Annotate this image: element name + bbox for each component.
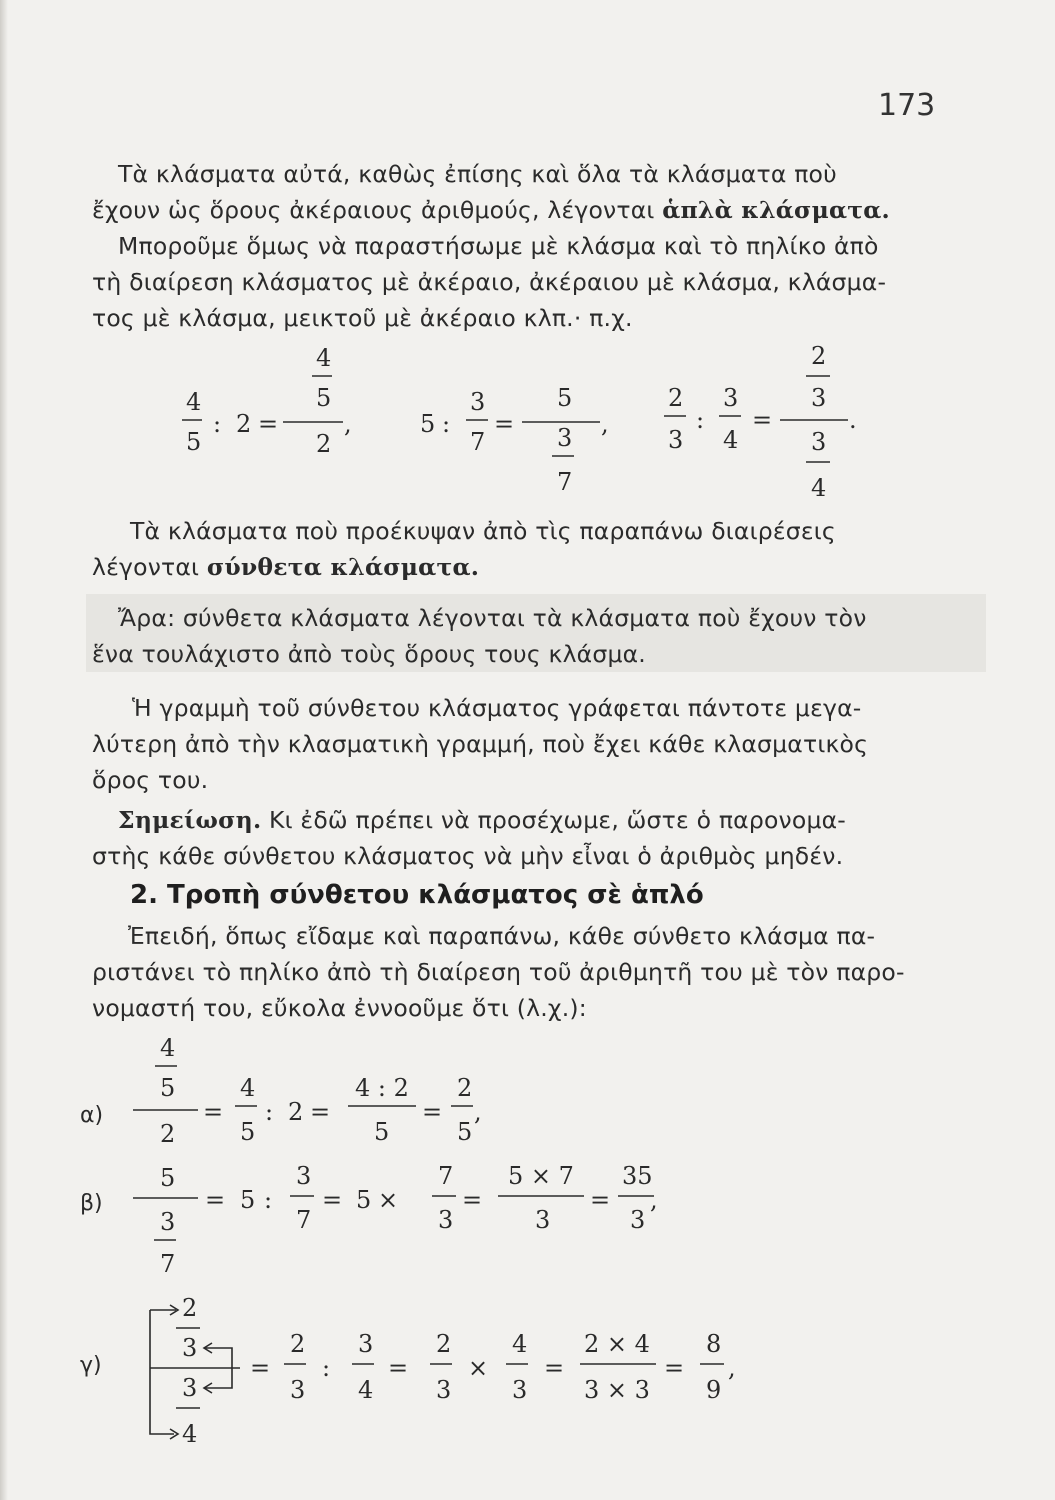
svg-text:=: = [203, 1098, 224, 1126]
svg-text:2: 2 [316, 430, 332, 458]
svg-text:3: 3 [668, 426, 684, 454]
svg-text:=: = [310, 1098, 331, 1126]
svg-text:5: 5 [374, 1118, 390, 1146]
svg-text:3: 3 [182, 1334, 198, 1362]
svg-text:,: , [650, 1186, 658, 1214]
svg-text:5: 5 [457, 1118, 473, 1146]
svg-text:3: 3 [630, 1206, 646, 1234]
para5-line3: ὅρος του. [92, 766, 209, 794]
svg-text:3: 3 [811, 384, 827, 412]
para1-line2: ἔχουν ὡς ὅρους ἀκέραιους ἀριθμούς, λέγονται ἁπλὰ κλάσματα. [92, 196, 890, 224]
svg-text:7: 7 [160, 1250, 176, 1278]
svg-text:4 : 2: 4 : 2 [355, 1074, 409, 1102]
svg-text:,: , [344, 410, 352, 438]
svg-text:4: 4 [512, 1330, 528, 1358]
svg-text:2: 2 [160, 1120, 176, 1148]
svg-text:=: = [462, 1186, 483, 1214]
svg-text:7: 7 [557, 468, 573, 496]
svg-text:3: 3 [296, 1162, 312, 1190]
svg-text:2: 2 [436, 1330, 452, 1358]
svg-text:β): β) [80, 1191, 103, 1216]
svg-text:4: 4 [811, 474, 827, 502]
example-gamma [80, 1294, 736, 1448]
para2-line1: Μποροῦμε ὅμως νὰ παραστήσωμε μὲ κλάσμα καὶ τὸ πηλίκο ἀπὸ [118, 232, 879, 260]
para1-line1: Τὰ κλάσματα αὐτά, καθὼς ἐπίσης καὶ ὅλα τὰ κλάσματα ποὺ [118, 160, 837, 188]
svg-text:2: 2 [236, 410, 252, 438]
example-3 [664, 342, 857, 502]
section-title: 2. Τροπὴ σύνθετου κλάσματος σὲ ἁπλό [130, 880, 704, 910]
para4-line2: ἕνα τουλάχιστο ἀπὸ τοὺς ὅρους τους κλάσμα. [92, 640, 646, 668]
svg-text:7: 7 [470, 428, 486, 456]
svg-text:3: 3 [535, 1206, 551, 1234]
para6-line3: νομαστή του, εὔκολα ἐννοοῦμε ὅτι (λ.χ.): [92, 994, 587, 1022]
para5-line2: λύτερη ἀπὸ τὴν κλασματικὴ γραμμή, ποὺ ἔχει κάθε κλασματικὸς [92, 730, 869, 758]
term-simple-fractions: ἁπλὰ κλάσματα. [662, 196, 890, 224]
svg-text::: : [264, 1186, 273, 1214]
svg-text:5: 5 [160, 1074, 176, 1102]
svg-text:=: = [422, 1098, 443, 1126]
svg-text:5 × 7: 5 × 7 [508, 1162, 574, 1190]
svg-text:2 × 4: 2 × 4 [584, 1330, 650, 1358]
svg-text:=: = [258, 410, 279, 438]
svg-text:3: 3 [512, 1376, 528, 1404]
svg-text::: : [442, 410, 451, 438]
svg-text:5: 5 [186, 428, 202, 456]
svg-text:2: 2 [811, 342, 827, 370]
svg-text:4: 4 [240, 1074, 256, 1102]
svg-text:=: = [590, 1186, 611, 1214]
para3-line2: λέγονται σύνθετα κλάσματα. [92, 553, 480, 581]
svg-text:=: = [388, 1354, 409, 1382]
svg-text:4: 4 [358, 1376, 374, 1404]
para6-line1: Ἐπειδή, ὅπως εἴδαμε καὶ παραπάνω, κάθε σύνθετο κλάσμα πα- [128, 922, 876, 950]
svg-text:5: 5 [240, 1118, 256, 1146]
svg-text:3: 3 [723, 384, 739, 412]
para2-line2: τὴ διαίρεση κλάσματος μὲ ἀκέραιο, ἀκέραιου μὲ κλάσμα, κλάσμα- [92, 268, 887, 296]
svg-text:=: = [322, 1186, 343, 1214]
note-line1: Σημείωση. Κι ἐδῶ πρέπει νὰ προσέχωμε, ὥστε ὁ παρονομα- [118, 806, 846, 834]
term-compound-fractions: σύνθετα κλάσματα. [206, 553, 480, 581]
svg-text:3: 3 [160, 1208, 176, 1236]
para5-line1: Ἡ γραμμὴ τοῦ σύνθετου κλάσματος γράφεται πάντοτε μεγα- [132, 694, 862, 722]
svg-text:=: = [752, 406, 773, 434]
para4-line1: Ἄρα: σύνθετα κλάσματα λέγονται τὰ κλάσματα ποὺ ἔχουν τὸν [118, 604, 867, 632]
svg-text:3: 3 [182, 1374, 198, 1402]
example-2 [420, 384, 609, 496]
svg-text:5: 5 [316, 384, 332, 412]
svg-text:,: , [601, 410, 609, 438]
svg-text:α): α) [80, 1103, 104, 1128]
svg-text:4: 4 [160, 1034, 176, 1062]
svg-text:5: 5 [356, 1186, 372, 1214]
svg-text:7: 7 [438, 1162, 454, 1190]
page-number: 173 [878, 88, 936, 123]
svg-text:2: 2 [290, 1330, 306, 1358]
svg-text::: : [265, 1098, 274, 1126]
svg-text:3: 3 [557, 424, 573, 452]
arrow-bracket-outer [150, 1310, 174, 1434]
svg-text:,: , [474, 1098, 482, 1126]
svg-text:×: × [468, 1354, 489, 1382]
para3-line1: Τὰ κλάσματα ποὺ προέκυψαν ἀπὸ τὶς παραπάνω διαιρέσεις [130, 517, 836, 545]
svg-text:3: 3 [358, 1330, 374, 1358]
example-beta [80, 1162, 658, 1278]
svg-text:=: = [205, 1186, 226, 1214]
svg-text:4: 4 [182, 1420, 198, 1448]
svg-text:35: 35 [622, 1162, 653, 1190]
svg-text:3: 3 [436, 1376, 452, 1404]
svg-text:3: 3 [811, 428, 827, 456]
svg-text:=: = [664, 1354, 685, 1382]
note-label: Σημείωση. [118, 806, 262, 834]
svg-text:3: 3 [438, 1206, 454, 1234]
svg-text:5: 5 [420, 410, 436, 438]
svg-text:4: 4 [186, 388, 202, 416]
example-1 [182, 344, 352, 458]
svg-text:×: × [378, 1186, 399, 1214]
svg-text:5: 5 [160, 1164, 176, 1192]
svg-text::: : [213, 410, 222, 438]
svg-text:5: 5 [557, 384, 573, 412]
svg-text:=: = [544, 1354, 565, 1382]
para6-line2: ριστάνει τὸ πηλίκο ἀπὸ τὴ διαίρεση τοῦ ἀριθμητῆ του μὲ τὸν παρο- [92, 958, 905, 986]
svg-text:2: 2 [457, 1074, 473, 1102]
svg-text:2: 2 [668, 384, 684, 412]
example-alpha [80, 1034, 482, 1148]
svg-text:3 × 3: 3 × 3 [584, 1376, 650, 1404]
svg-text:8: 8 [706, 1330, 722, 1358]
svg-text:7: 7 [296, 1206, 312, 1234]
svg-text:4: 4 [723, 426, 739, 454]
svg-text::: : [696, 406, 705, 434]
svg-text:5: 5 [240, 1186, 256, 1214]
svg-text:3: 3 [290, 1376, 306, 1404]
svg-text:2: 2 [288, 1098, 304, 1126]
svg-text::: : [322, 1354, 331, 1382]
svg-text:3: 3 [470, 388, 486, 416]
svg-text:.: . [849, 406, 857, 434]
svg-text:2: 2 [182, 1294, 198, 1322]
svg-text:9: 9 [706, 1376, 722, 1404]
svg-text:=: = [250, 1354, 271, 1382]
svg-text:γ): γ) [80, 1353, 102, 1378]
svg-text:=: = [494, 410, 515, 438]
svg-text:4: 4 [316, 344, 332, 372]
para2-line3: τος μὲ κλάσμα, μεικτοῦ μὲ ἀκέραιο κλπ.· π.χ. [92, 304, 633, 332]
svg-text:,: , [728, 1354, 736, 1382]
note-line2: στὴς κάθε σύνθετου κλάσματος νὰ μὴν εἶναι ὁ ἀριθμὸς μηδέν. [92, 842, 844, 870]
